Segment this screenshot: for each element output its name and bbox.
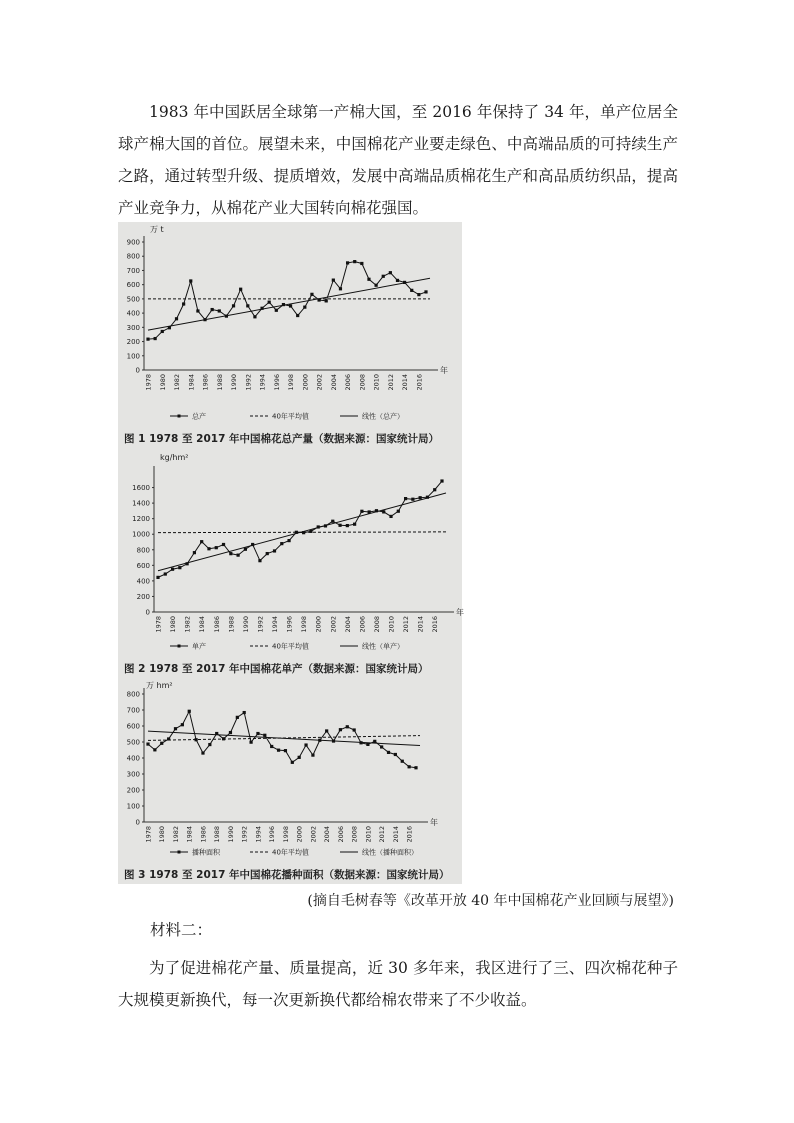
x-tick-label: 1978 [144,826,153,843]
y-tick-label: 500 [126,295,140,304]
data-point [174,727,177,730]
data-point [419,496,422,499]
y-axis-unit: 万 t [150,225,164,234]
figure-2-yield [118,448,462,678]
data-point [196,309,199,312]
x-tick-label: 1988 [215,374,224,391]
data-point [189,279,192,282]
data-point [222,543,225,546]
x-tick-label: 2000 [295,826,304,843]
x-tick-label: 1990 [226,826,235,843]
data-point [268,301,271,304]
x-tick-label: 1984 [187,374,196,391]
data-point [424,290,427,293]
x-tick-label: 1992 [240,826,249,843]
x-tick-label: 1996 [272,374,281,391]
x-tick-label: 2014 [416,616,425,633]
y-tick-label: 1200 [132,515,150,524]
data-point [160,742,163,745]
data-point [201,751,204,754]
data-point [310,293,313,296]
x-axis-unit: 年 [430,818,438,827]
x-tick-label: 2008 [358,374,367,391]
y-tick-label: 1400 [132,499,150,508]
x-tick-label: 1978 [144,374,153,391]
data-point [277,749,280,752]
x-tick-label: 1980 [158,826,167,843]
data-point [382,510,385,513]
x-tick-label: 1986 [212,616,221,633]
data-point [215,546,218,549]
x-tick-label: 1994 [258,374,267,391]
data-point [298,756,301,759]
data-point [331,520,334,523]
material-2-label: 材料二： [150,921,213,939]
y-tick-label: 700 [126,706,140,715]
x-tick-label: 2004 [343,616,352,633]
data-point [417,293,420,296]
legend-marker [178,415,181,418]
x-tick-label: 1980 [158,374,167,391]
data-point [389,515,392,518]
y-tick-label: 100 [126,802,140,811]
x-tick-label: 2006 [358,616,367,633]
x-tick-label: 2012 [386,374,395,391]
data-point [325,299,328,302]
y-tick-label: 0 [135,366,140,375]
figure-3-area [118,678,462,884]
data-point [178,566,181,569]
data-point [394,753,397,756]
data-point [236,716,239,719]
data-point [175,317,178,320]
x-tick-label: 1994 [254,826,263,843]
data-point [382,275,385,278]
data-point [270,745,273,748]
material-2-paragraph: 为了促进棉花产量、质量提高，近 30 多年来，我区进行了三、四次棉花种子大规模更新换代，每一次更新换代都给棉农带来了不少收益。 [118,959,678,1009]
series-line [148,262,426,340]
data-point [146,742,149,745]
x-tick-label: 1998 [281,826,290,843]
source-note: (摘自毛树春等《改革开放 40 年中国棉花产业回顾与展望》) [307,893,674,909]
y-tick-label: 0 [145,608,150,617]
data-point [397,510,400,513]
data-point [287,539,290,542]
x-tick-label: 1992 [256,616,265,633]
data-point [360,262,363,265]
legend-label: 播种面积 [192,848,220,857]
data-point [339,728,342,731]
data-point [410,289,413,292]
x-axis-unit: 年 [456,608,464,617]
data-point [360,510,363,513]
series-line [158,481,442,577]
x-tick-label: 2002 [315,374,324,391]
y-tick-label: 400 [126,754,140,763]
y-tick-label: 500 [126,738,140,747]
x-tick-label: 2002 [329,616,338,633]
data-point [243,711,246,714]
x-tick-label: 2002 [309,826,318,843]
data-point [246,304,249,307]
data-point [303,306,306,309]
data-point [404,497,407,500]
x-tick-label: 1984 [185,826,194,843]
x-tick-label: 2004 [329,374,338,391]
y-tick-label: 800 [136,546,150,555]
legend-label: 线性（播种面积） [362,848,418,857]
x-tick-label: 1982 [183,616,192,633]
y-tick-label: 300 [126,323,140,332]
chart-total-output [118,222,462,448]
data-point [188,710,191,713]
x-tick-label: 1988 [213,826,222,843]
legend-label: 总产 [192,412,206,421]
data-point [273,549,276,552]
data-point [161,330,164,333]
legend-label: 线性（单产） [362,642,404,651]
y-tick-label: 200 [136,592,150,601]
x-tick-label: 2016 [405,826,414,843]
data-point [332,279,335,282]
figure-caption: 图 3 1978 至 2017 年中国棉花播种面积（数据来源：国家统计局） [124,869,450,881]
x-tick-label: 2010 [372,374,381,391]
data-point [375,284,378,287]
x-tick-label: 1986 [199,826,208,843]
data-point [249,741,252,744]
data-point [346,261,349,264]
x-tick-label: 2014 [391,826,400,843]
data-point [244,548,247,551]
x-tick-label: 2006 [344,374,353,391]
x-tick-label: 2008 [372,616,381,633]
data-point [218,309,221,312]
y-tick-label: 600 [136,561,150,570]
data-point [338,524,341,527]
data-point [258,559,261,562]
data-point [146,338,149,341]
data-point [208,743,211,746]
x-tick-label: 1998 [287,374,296,391]
trend-line [158,493,446,571]
legend-label: 单产 [192,642,206,651]
data-point [229,731,232,734]
y-tick-label: 800 [126,252,140,261]
x-tick-label: 2006 [336,826,345,843]
intro-paragraph: 1983 年中国跃居全球第一产棉大国，至 2016 年保持了 34 年，单产位居全球产棉大国的首位。展望未来，中国棉花产业要走绿色、中高端品质的可持续生产之路，通过转型升级、提质增效，发展中高端品质棉花生产和高品质纺织品，提高产业竞争力，从棉花产业大国转向棉花强国。 [118,103,678,217]
x-tick-label: 1990 [241,616,250,633]
data-point [253,315,256,318]
data-point [256,732,259,735]
trend-line [148,731,420,745]
trend-line [148,278,430,330]
data-point [325,729,328,732]
y-tick-label: 100 [126,352,140,361]
y-tick-label: 600 [126,281,140,290]
y-tick-label: 200 [126,338,140,347]
y-tick-label: 800 [126,690,140,699]
x-tick-label: 2000 [314,616,323,633]
data-point [154,337,157,340]
y-tick-label: 400 [126,309,140,318]
x-tick-label: 1982 [173,374,182,391]
x-tick-label: 1996 [285,616,294,633]
data-point [401,760,404,763]
legend-marker [178,645,181,648]
data-point [232,304,235,307]
x-tick-label: 1984 [198,616,207,633]
data-point [414,766,417,769]
y-tick-label: 200 [126,786,140,795]
x-tick-label: 2014 [401,374,410,391]
data-point [353,260,356,263]
data-point [411,498,414,501]
y-tick-label: 400 [136,577,150,586]
chart-yield [118,448,462,678]
data-point [200,540,203,543]
y-tick-label: 1000 [132,530,150,539]
figure-caption: 图 2 1978 至 2017 年中国棉花单产（数据来源：国家统计局） [124,663,429,675]
data-point [346,524,349,527]
x-tick-label: 1986 [201,374,210,391]
y-tick-label: 1600 [132,484,150,493]
legend-label: 40年平均值 [272,642,309,651]
data-point [440,479,443,482]
data-point [263,734,266,737]
x-tick-label: 2016 [431,616,440,633]
x-tick-label: 1978 [154,616,163,633]
x-tick-label: 2008 [350,826,359,843]
data-point [193,551,196,554]
y-axis-unit: kg/hm² [160,453,189,462]
y-tick-label: 300 [126,770,140,779]
x-tick-label: 1988 [227,616,236,633]
legend-label: 40年平均值 [272,412,309,421]
data-point [153,748,156,751]
data-point [353,523,356,526]
x-tick-label: 1990 [230,374,239,391]
legend-label: 线性（总产） [362,412,404,421]
x-tick-label: 2000 [301,374,310,391]
data-point [367,278,370,281]
data-point [373,740,376,743]
data-point [380,745,383,748]
data-point [387,751,390,754]
data-point [164,572,167,575]
data-point [389,271,392,274]
x-tick-label: 2012 [378,826,387,843]
legend-marker [178,851,181,854]
data-point [229,552,232,555]
x-tick-label: 1996 [268,826,277,843]
x-tick-label: 1982 [171,826,180,843]
x-tick-label: 1994 [271,616,280,633]
data-point [211,308,214,311]
x-tick-label: 2012 [402,616,411,633]
data-point [304,743,307,746]
data-point [171,568,174,571]
data-point [311,754,314,757]
data-point [266,552,269,555]
data-point [237,554,240,557]
x-axis-unit: 年 [440,366,448,375]
x-tick-label: 2004 [323,826,332,843]
x-tick-label: 2010 [387,616,396,633]
data-point [284,749,287,752]
data-point [353,728,356,731]
data-point [433,488,436,491]
data-point [291,761,294,764]
data-point [239,288,242,291]
y-tick-label: 900 [126,238,140,247]
y-tick-label: 700 [126,266,140,275]
y-tick-label: 0 [135,818,140,827]
y-axis-unit: 万 hm² [146,681,173,690]
data-point [275,309,278,312]
x-tick-label: 1980 [169,616,178,633]
x-tick-label: 1992 [244,374,253,391]
data-point [182,302,185,305]
data-point [289,304,292,307]
data-point [207,547,210,550]
data-point [396,279,399,282]
x-tick-label: 2016 [415,374,424,391]
data-point [339,287,342,290]
data-point [156,576,159,579]
chart-planting-area [118,678,462,884]
data-point [280,542,283,545]
data-point [181,723,184,726]
x-tick-label: 2010 [364,826,373,843]
figure-1-total-output [118,222,462,448]
legend-label: 40年平均值 [272,848,309,857]
data-point [346,725,349,728]
data-point [296,314,299,317]
figure-caption: 图 1 1978 至 2017 年中国棉花总产量（数据来源：国家统计局） [124,433,440,445]
data-point [408,765,411,768]
x-tick-label: 1998 [300,616,309,633]
y-tick-label: 600 [126,722,140,731]
